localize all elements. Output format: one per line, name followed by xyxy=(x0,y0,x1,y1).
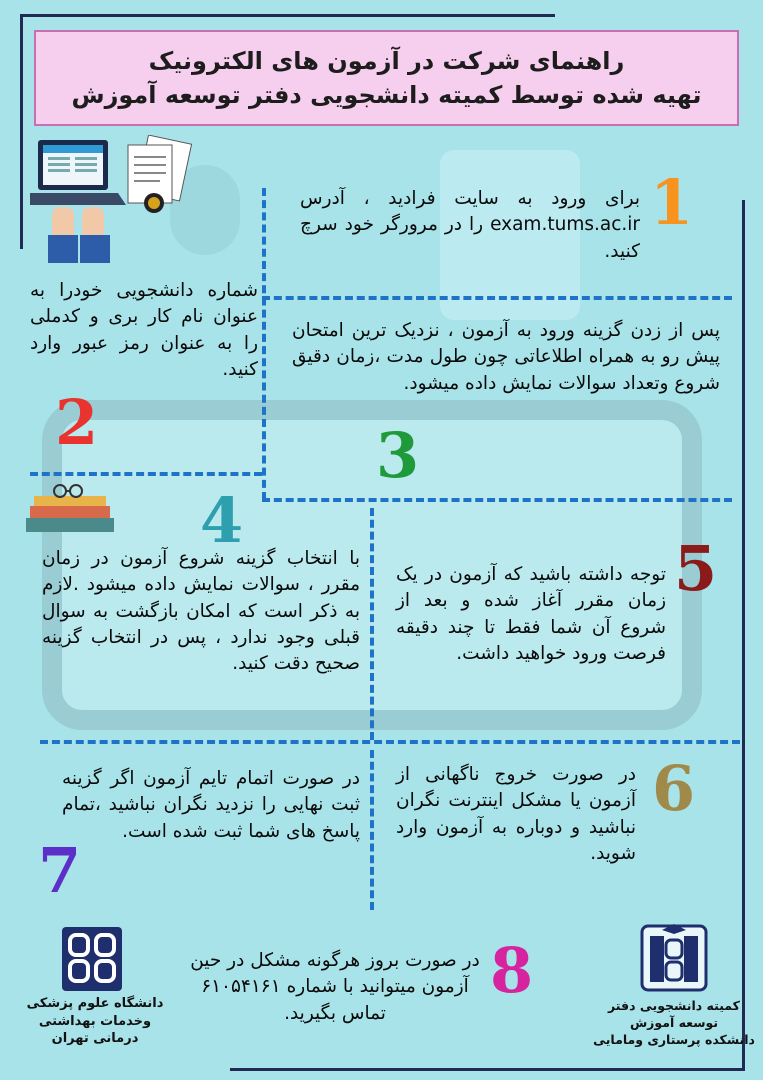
documents-icon xyxy=(122,135,194,213)
committee-caption-line1: کمیته دانشجویی دفتر توسعه آموزش xyxy=(608,998,740,1030)
step-text-7: در صورت اتمام تایم آزمون اگر گزینه ثبت نهایی را نزدید نگران نباشید ،تمام پاسخ های شما ثبت شده است. xyxy=(62,768,360,842)
frame-bottom-line xyxy=(230,1068,745,1071)
page-title: راهنمای شرکت در آزمون های الکترونیک xyxy=(148,47,625,75)
step-number-6: 6 xyxy=(652,752,696,825)
step-text-8: در صورت بروز هرگونه مشکل در حین آزمون میتوانید با شماره ۶۱۰۵۴۱۶۱ تماس بگیرید. xyxy=(190,950,480,1024)
step-number-3: 3 xyxy=(376,419,420,492)
divider-h4 xyxy=(40,740,740,744)
step-text-2: شماره دانشجویی خودرا به عنوان نام کار بری و کدملی را به عنوان رمز عبور وارد کنید. xyxy=(30,280,258,380)
divider-h3 xyxy=(262,498,732,502)
committee-caption-line2: دانشکده پرستاری ومامایی xyxy=(593,1031,755,1047)
frame-right-line xyxy=(742,200,745,1070)
university-caption-line2: وخدمات بهداشتی درمانی تهران xyxy=(38,1013,152,1047)
step-number-4: 4 xyxy=(200,484,244,557)
frame-top-line xyxy=(20,14,555,17)
step-text-5: توجه داشته باشید که آزمون در یک زمان مقرر آغاز شده و بعد از شروع آن شما فقط تا چند دقیقه فرصت ورود خواهید داشت. xyxy=(396,564,666,664)
frame-left-line xyxy=(20,14,23,249)
university-caption xyxy=(15,995,175,1048)
step-number-5: 5 xyxy=(674,532,718,605)
divider-h2 xyxy=(30,472,262,476)
divider-v3 xyxy=(370,750,374,910)
books-icon xyxy=(20,484,120,536)
divider-h1 xyxy=(262,296,732,300)
committee-caption xyxy=(588,998,760,1049)
step-number-8: 8 xyxy=(490,934,534,1007)
step-text-1: برای ورود به سایت فرادید ، آدرس exam.tums.ac.ir را در مرورگر خود سرچ کنید. xyxy=(300,188,640,262)
step-number-1: 1 xyxy=(650,166,694,239)
step-number-2: 2 xyxy=(55,386,99,459)
page-subtitle: تهیه شده توسط کمیته دانشجویی دفتر توسعه آموزش xyxy=(71,81,702,109)
divider-v1 xyxy=(262,188,266,500)
step-text-3: پس از زدن گزینه ورود به آزمون ، نزدیک ترین امتحان پیش رو به همراه اطلاعاتی چون طول مدت ،زمان دقیق شروع وتعداد سوالات نمایش داده میشود. xyxy=(292,320,720,394)
divider-v2 xyxy=(370,508,374,740)
step-text-4: با انتخاب گزینه شروع آزمون در زمان مقرر ، سوالات نمایش داده میشود .لازم به ذکر است که امکان بازگشت به سوال قبلی وجود ندارد ، پس در انتخاب گزینه صحیح دقت کنید. xyxy=(42,548,360,675)
step-number-7: 7 xyxy=(38,834,82,907)
committee-logo xyxy=(638,920,710,994)
university-caption-line1: دانشگاه علوم پزشکی xyxy=(26,996,164,1011)
title-banner xyxy=(34,30,739,126)
step-text-6: در صورت خروج ناگهانی از آزمون یا مشکل اینترنت نگران نباشید و دوباره به آزمون وارد شوید. xyxy=(396,764,636,864)
university-logo xyxy=(60,925,124,993)
